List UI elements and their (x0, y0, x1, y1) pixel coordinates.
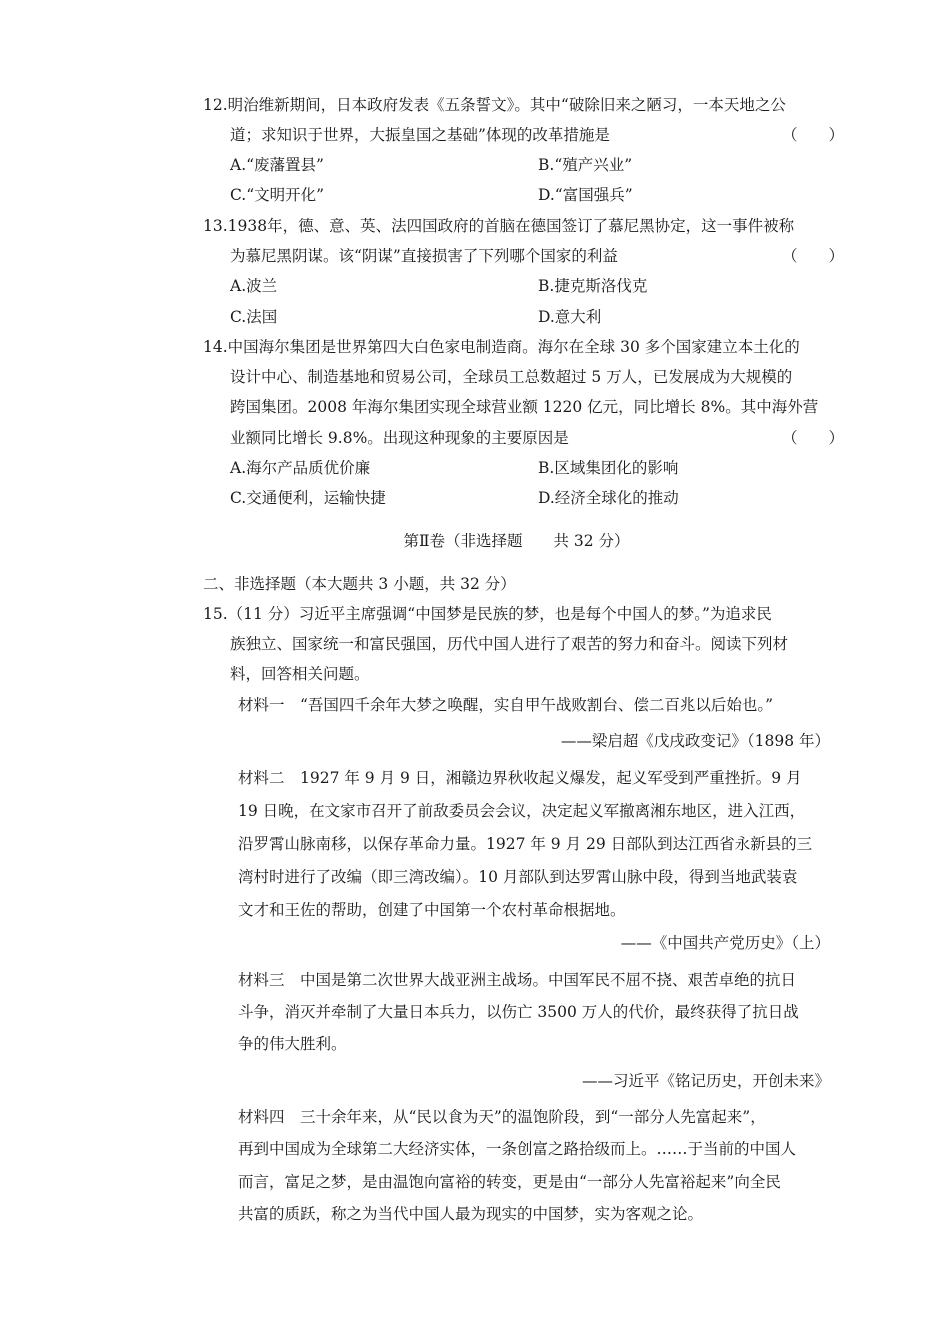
q14-option-a: A.海尔产品质优价廉 (230, 459, 371, 477)
q12-stem-line-2: 道；求知识于世界，大振皇国之基础”体现的改革措施是 (230, 126, 610, 144)
q13-option-a: A.波兰 (230, 277, 278, 295)
q14-stem-line-2: 设计中心、制造基地和贸易公司，全球员工总数超过 5 万人，已发展成为大规模的 (230, 368, 793, 386)
q14-stem-line-3: 跨国集团。2008 年海尔集团实现全球营业额 1220 亿元，同比增长 8%。其中海外营 (230, 398, 819, 416)
q14-option-d: D.经济全球化的推动 (538, 489, 679, 507)
material-2-line-4: 湾村时进行了改编（即三湾改编）。10 月部队到达罗霄山脉中段，得到当地武装袁 (238, 868, 798, 886)
q15-stem-line-3: 料，回答相关问题。 (230, 665, 370, 683)
material-3-source: ——习近平《铭记历史，开创未来》 (581, 1072, 830, 1090)
material-1-text: 材料一 “吾国四千余年大梦之唤醒，实自甲午战败割台、偿二百兆以后始也。” (238, 696, 774, 714)
material-3-line-1: 材料三 中国是第二次世界大战亚洲主战场。中国军民不屈不挠、艰苦卓绝的抗日 (238, 971, 797, 989)
q12-option-a: A.“废藩置县” (230, 156, 324, 174)
material-2-line-3: 沿罗霄山脉南移，以保存革命力量。1927 年 9 月 29 日部队到达江西省永新县的三 (238, 835, 813, 853)
q14-stem-line-1: 14.中国海尔集团是世界第四大白色家电制造商。海尔在全球 30 多个国家建立本土化的 (203, 338, 800, 356)
q12-option-c: C.“文明开化” (230, 186, 325, 204)
q13-option-b: B.捷克斯洛伐克 (538, 277, 648, 295)
part2-heading: 二、非选择题（本大题共 3 小题，共 32 分） (203, 575, 516, 593)
material-4-line-3: 而言，富足之梦，是由温饱向富裕的转变，更是由“一部分人先富裕起来”向全民 (238, 1173, 781, 1191)
material-3-line-2: 斗争，消灭并牵制了大量日本兵力，以伤亡 3500 万人的代价，最终获得了抗日战 (238, 1003, 799, 1021)
section-title: 第Ⅱ卷（非选择题 共 32 分） (403, 532, 630, 550)
material-2-source: ——《中国共产党历史》（上） (620, 934, 830, 952)
q12-answer-bracket: （ ） (782, 126, 845, 144)
material-4-line-1: 材料四 三十余年来，从“民以食为天”的温饱阶段，到“一部分人先富起来”， (238, 1108, 766, 1126)
q13-stem-line-2: 为慕尼黑阴谋。该“阴谋”直接损害了下列哪个国家的利益 (230, 247, 618, 265)
q12-option-b: B.“殖产兴业” (538, 156, 633, 174)
q14-stem-line-4: 业额同比增长 9.8%。出现这种现象的主要原因是 (230, 429, 569, 447)
q15-stem-line-1: 15.（11 分）习近平主席强调“中国梦是民族的梦，也是每个中国人的梦。”为追求民 (203, 605, 772, 623)
q12-stem-line-1: 12.明治维新期间，日本政府发表《五条誓文》。其中“破除旧来之陋习，一本天地之公 (203, 96, 786, 114)
material-3-line-3: 争的伟大胜利。 (238, 1035, 347, 1053)
material-2-line-2: 19 日晚，在文家市召开了前敌委员会会议，决定起义军撤离湘东地区，进入江西， (238, 802, 806, 820)
material-4-line-4: 共富的质跃，称之为当代中国人最为现实的中国梦，实为客观之论。 (238, 1205, 704, 1223)
q13-option-d: D.意大利 (538, 308, 602, 326)
material-2-line-1: 材料二 1927 年 9 月 9 日，湘赣边界秋收起义爆发，起义军受到严重挫折。9 月 (238, 769, 802, 787)
q13-answer-bracket: （ ） (782, 247, 845, 265)
q14-option-b: B.区域集团化的影响 (538, 459, 679, 477)
material-4-line-2: 再到中国成为全球第二大经济实体，一条创富之路拾级而上。……于当前的中国人 (238, 1140, 797, 1158)
q13-option-c: C.法国 (230, 308, 278, 326)
q15-stem-line-2: 族独立、国家统一和富民强国，历代中国人进行了艰苦的努力和奋斗。阅读下列材 (230, 635, 789, 653)
q13-stem-line-1: 13.1938年，德、意、英、法四国政府的首脑在德国签订了慕尼黑协定，这一事件被称 (203, 217, 795, 235)
q14-option-c: C.交通便利，运输快捷 (230, 489, 386, 507)
q14-answer-bracket: （ ） (782, 429, 845, 447)
material-1-source: ——梁启超《戊戌政变记》（1898 年） (560, 732, 830, 750)
q12-option-d: D.“富国强兵” (538, 186, 633, 204)
material-2-line-5: 文才和王佐的帮助，创建了中国第一个农村革命根据地。 (238, 901, 626, 919)
